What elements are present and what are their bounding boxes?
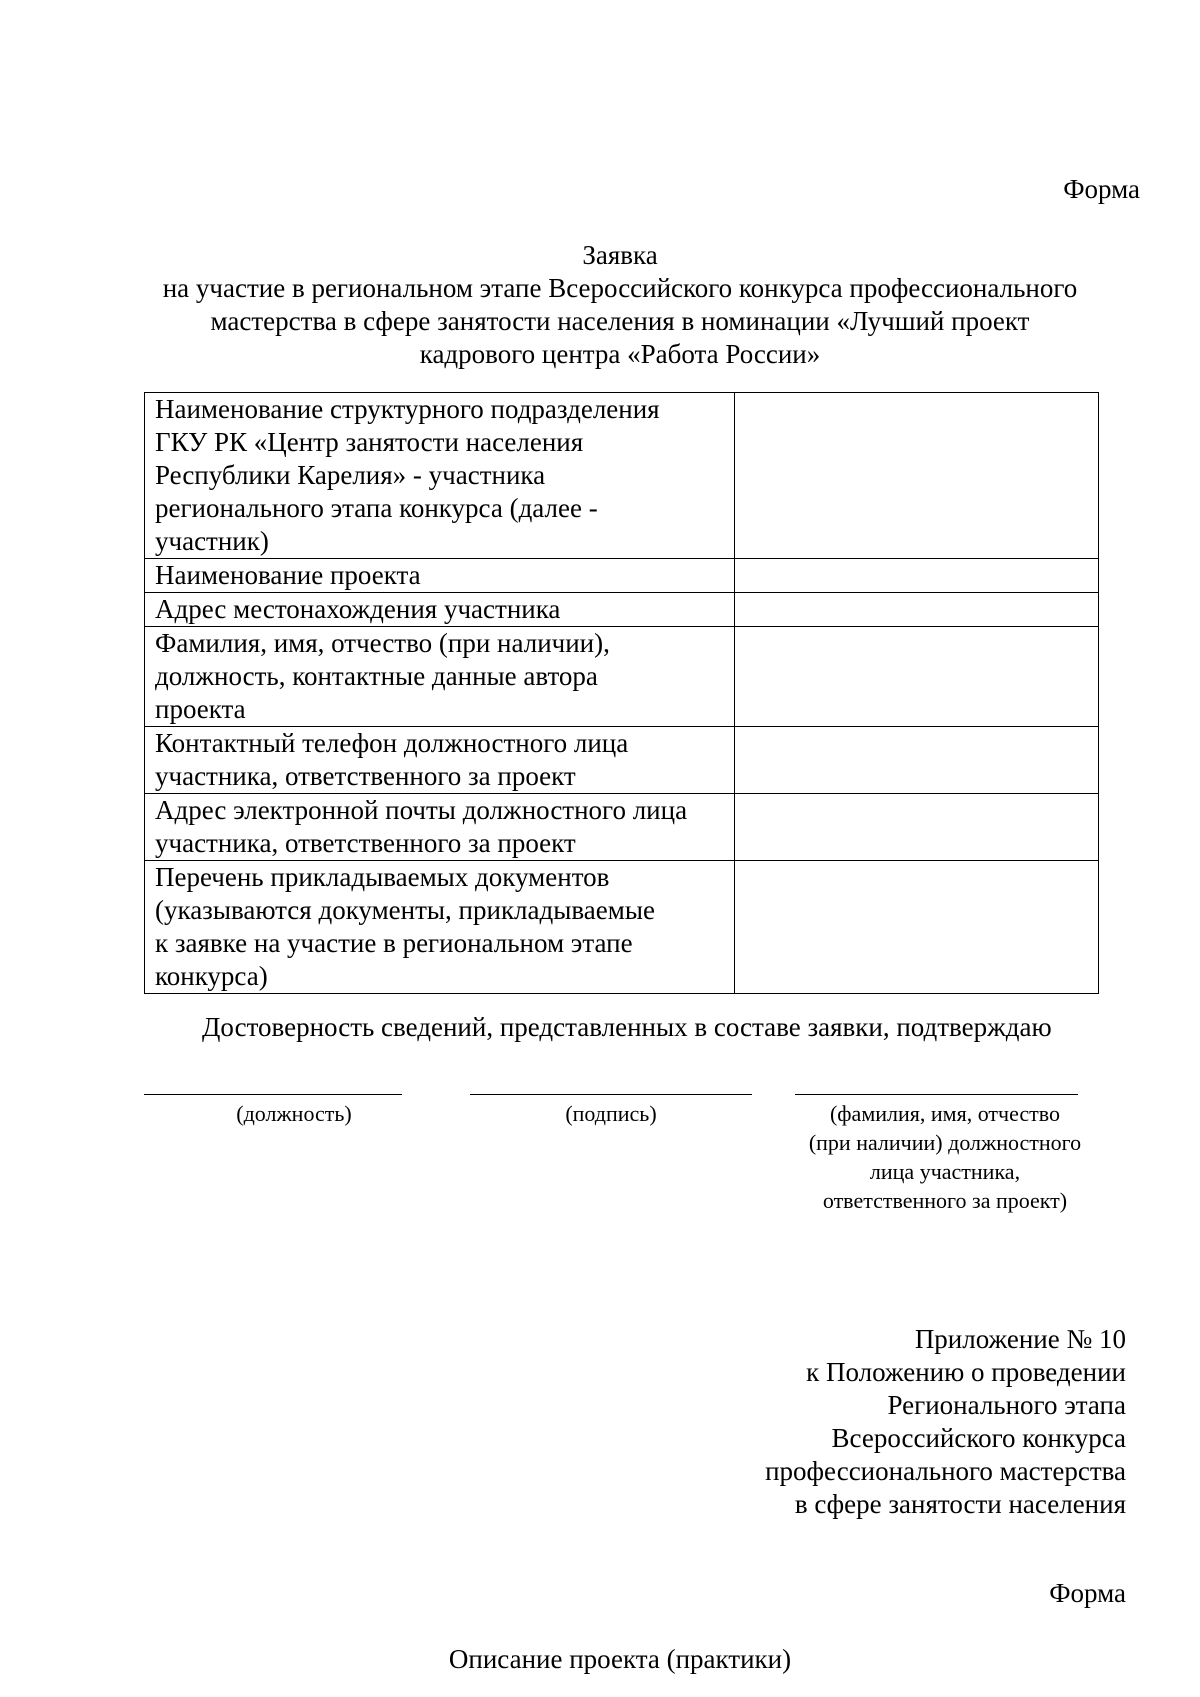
caption-line: (при наличии) должностного [808,1130,1082,1155]
appendix-header [640,1323,1126,1521]
position-signature-line[interactable] [144,1094,402,1095]
title-line: мастерства в сфере занятости населения в номинации «Лучший проект [210,306,1030,336]
label-line: должность, контактные данные автора [155,661,598,691]
name-caption [780,1099,1110,1215]
label-line: к заявке на участие в региональном этапе [155,928,633,958]
row-value-cell[interactable] [735,627,1099,727]
description-title: Описание проекта (практики) [448,1644,792,1674]
label-line: Адрес местонахождения участника [155,594,561,624]
row-value-cell[interactable] [735,861,1099,994]
label-line: Контактный телефон должностного лица [155,728,629,758]
appendix-line: в сфере занятости населения [794,1489,1126,1519]
appendix-line: профессионального мастерства [765,1456,1126,1486]
row-label [145,861,735,994]
caption-line: ответственного за проект) [822,1188,1068,1213]
label-line: участника, ответственного за проект [155,761,576,791]
caption-line: лица участника, [869,1159,1021,1184]
row-label [145,794,735,861]
form-label: Форма [1063,174,1140,204]
row-label [145,627,735,727]
application-table [144,392,1099,994]
name-signature-line[interactable] [795,1094,1078,1095]
position-caption: (должность) [236,1101,352,1126]
table-row [145,627,1099,727]
appendix-line: Приложение № 10 [914,1324,1126,1354]
label-line: участника, ответственного за проект [155,828,576,858]
label-line: проекта [155,694,246,724]
row-value-cell[interactable] [735,727,1099,794]
row-value-cell[interactable] [735,593,1099,627]
label-line: Перечень прикладываемых документов [155,862,610,892]
appendix-line: Регионального этапа [887,1390,1126,1420]
title-line: кадрового центра «Работа России» [419,339,821,369]
row-value-cell[interactable] [735,559,1099,593]
label-line: участник) [155,526,269,556]
form-label: Форма [1049,1578,1126,1608]
row-label [145,559,735,593]
appendix-line: Всероссийского конкурса [831,1423,1126,1453]
label-line: (указываются документы, прикладываемые [155,895,655,925]
table-row [145,861,1099,994]
signature-line[interactable] [470,1094,752,1095]
table-row [145,393,1099,559]
label-line: Адрес электронной почты должностного лица [155,795,688,825]
table-row [145,727,1099,794]
confirmation-text: Достоверность сведений, представленных в составе заявки, подтверждаю [202,1012,1052,1042]
row-label [145,393,735,559]
label-line: Наименование структурного подразделения [155,394,660,424]
row-value-cell[interactable] [735,393,1099,559]
label-line: Наименование проекта [155,560,421,590]
table-row [145,794,1099,861]
caption-line: (фамилия, имя, отчество [829,1101,1061,1126]
label-line: регионального этапа конкурса (далее - [155,493,598,523]
row-label [145,727,735,794]
row-label [145,593,735,627]
table-row [145,593,1099,627]
title-line: на участие в региональном этапе Всероссийского конкурса профессионального [162,273,1078,303]
title-line: Заявка [582,240,658,270]
row-value-cell[interactable] [735,794,1099,861]
table-row [145,559,1099,593]
label-line: конкурса) [155,961,268,991]
application-title [120,239,1120,371]
label-line: Республики Карелия» - участника [155,460,546,490]
label-line: ГКУ РК «Центр занятости населения [155,427,584,457]
appendix-line: к Положению о проведении [806,1357,1126,1387]
signature-caption: (подпись) [565,1101,657,1126]
label-line: Фамилия, имя, отчество (при наличии), [155,628,610,658]
